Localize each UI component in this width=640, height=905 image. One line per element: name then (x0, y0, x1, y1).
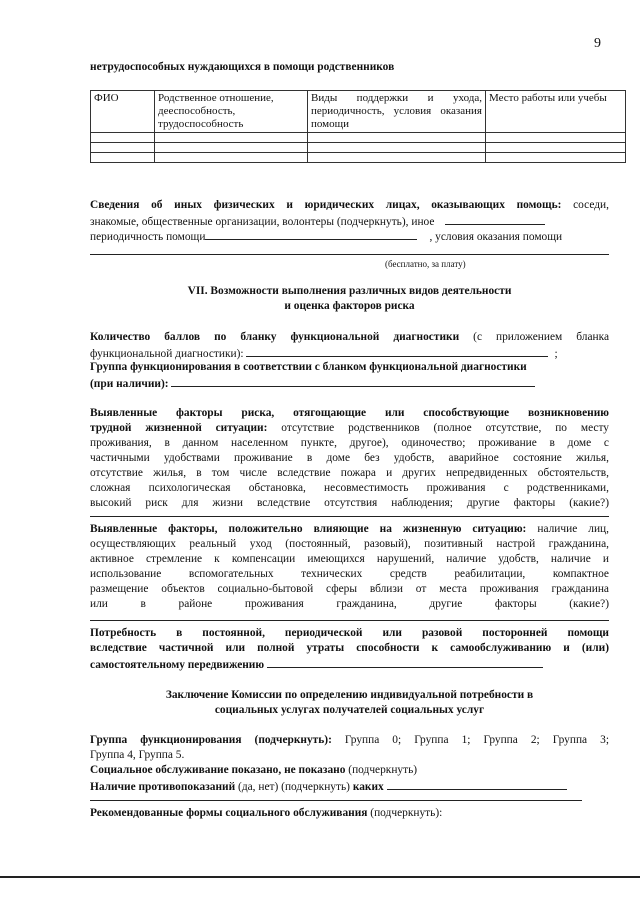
fill-line (90, 516, 609, 517)
others-line-2: знакомые, общественные организации, волонтеры (подчеркнуть), иное (90, 213, 609, 230)
conclusion-subtitle: социальных услугах получателей социальных услуг (214, 704, 485, 716)
positive-line-4: использование вспомогательных технических средств реабилитации, компактное (90, 568, 609, 580)
positive-line-3: активное стремление к компенсации имеющихся нарушений, наличие удобств, наличие и (90, 553, 609, 565)
fill-line (90, 254, 609, 255)
table-header-cell: ФИО (91, 91, 155, 133)
positive-line-2: осуществляющих реальный уход (постоянный, разовый), позитивный настрой гражданина, (90, 538, 609, 550)
risk-line-5: отсутствие жилья, в том числе вследствие пожара и других непредвиденных обстоятельств, (90, 467, 609, 479)
risk-line-6: сложная психологическая обстановка, несовместимость проживания с родственниками, (90, 482, 609, 494)
others-line-3: периодичность помощи , условия оказания помощи (90, 228, 609, 245)
group-line-2: (при наличии): (90, 375, 609, 392)
table-row (91, 153, 626, 163)
table-row (91, 133, 626, 143)
page-number: 9 (594, 36, 601, 51)
table-row (91, 143, 626, 153)
others-line-1: Сведения об иных физических и юридических лицах, оказывающих помощь: соседи, (90, 199, 609, 211)
relatives-header: нетрудоспособных нуждающихся в помощи родственников (90, 61, 395, 73)
risk-line-4: частичными удобствами проживание в доме без удобств, аварийное состояние жилья, (90, 452, 609, 464)
group-line-1: Группа функционирования в соответствии с бланком функциональной диагностики (90, 361, 527, 373)
section-subtitle: и оценка факторов риска (284, 300, 415, 312)
fill-line (90, 620, 609, 621)
risk-line-1: Выявленные факторы риска, отягощающие или способствующие возникновению (90, 407, 609, 419)
score-line-2: функциональной диагностики): ; (90, 345, 609, 362)
page-bottom-rule (0, 876, 640, 878)
relatives-table (90, 90, 626, 163)
need-line-3: самостоятельному передвижению (90, 656, 609, 673)
table-header-cell: Виды поддержки и ухода, периодичность, условия оказания помощи (308, 91, 486, 133)
table-header-row (91, 91, 626, 133)
fill-line (445, 213, 545, 225)
service-line: Социальное обслуживание показано, не показано (подчеркнуть) (90, 764, 418, 776)
others-note: (бесплатно, за плату) (385, 259, 466, 269)
score-line-1: Количество баллов по бланку функциональной диагностики (с приложением бланка (90, 331, 610, 343)
table-header-cell: Место работы или учебы (486, 91, 626, 133)
table-header-cell: Родственное отношение, дееспособность, трудоспособность (155, 91, 308, 133)
fill-line (90, 800, 582, 801)
section-title: VII. Возможности выполнения различных видов деятельности (187, 285, 512, 297)
forms-line: Рекомендованные формы социального обслуживания (подчеркнуть): (90, 807, 443, 819)
positive-line-5: размещение объектов социально-бытовой сферы вблизи от места проживания гражданина (90, 583, 609, 595)
fill-line (205, 228, 417, 240)
groups-line-1: Группа функционирования (подчеркнуть): Группа 0; Группа 1; Группа 2; Группа 3; (90, 734, 610, 746)
fill-line (267, 656, 543, 668)
groups-line-2: Группа 4, Группа 5. (90, 749, 185, 761)
contra-line: Наличие противопоказаний (да, нет) (подчеркнуть) каких (90, 778, 609, 795)
fill-line (171, 375, 535, 387)
positive-line-6: или в районе проживания гражданина, другие факторы (какие?) (90, 598, 609, 610)
need-line-2: вследствие частичной или полной утраты способности к самообслуживанию и (или) (90, 642, 609, 654)
need-line-1: Потребность в постоянной, периодической или разовой посторонней помощи (90, 627, 609, 639)
conclusion-title: Заключение Комиссии по определению индивидуальной потребности в (165, 689, 534, 701)
fill-line (387, 778, 567, 790)
risk-line-3: проживания, в данном населенном пункте, другое), одиночество; проживание в доме с (90, 437, 609, 449)
positive-line-1: Выявленные факторы, положительно влияющие на жизненную ситуацию: наличие лиц, (90, 523, 609, 535)
risk-line-7: высокий риск для жизни вследствие отсутствия наблюдения; другие факторы (какие?) (90, 497, 609, 509)
fill-line (246, 345, 548, 357)
risk-line-2: трудной жизненной ситуации: отсутствие родственников (полное отсутствие, по месту (90, 422, 609, 434)
